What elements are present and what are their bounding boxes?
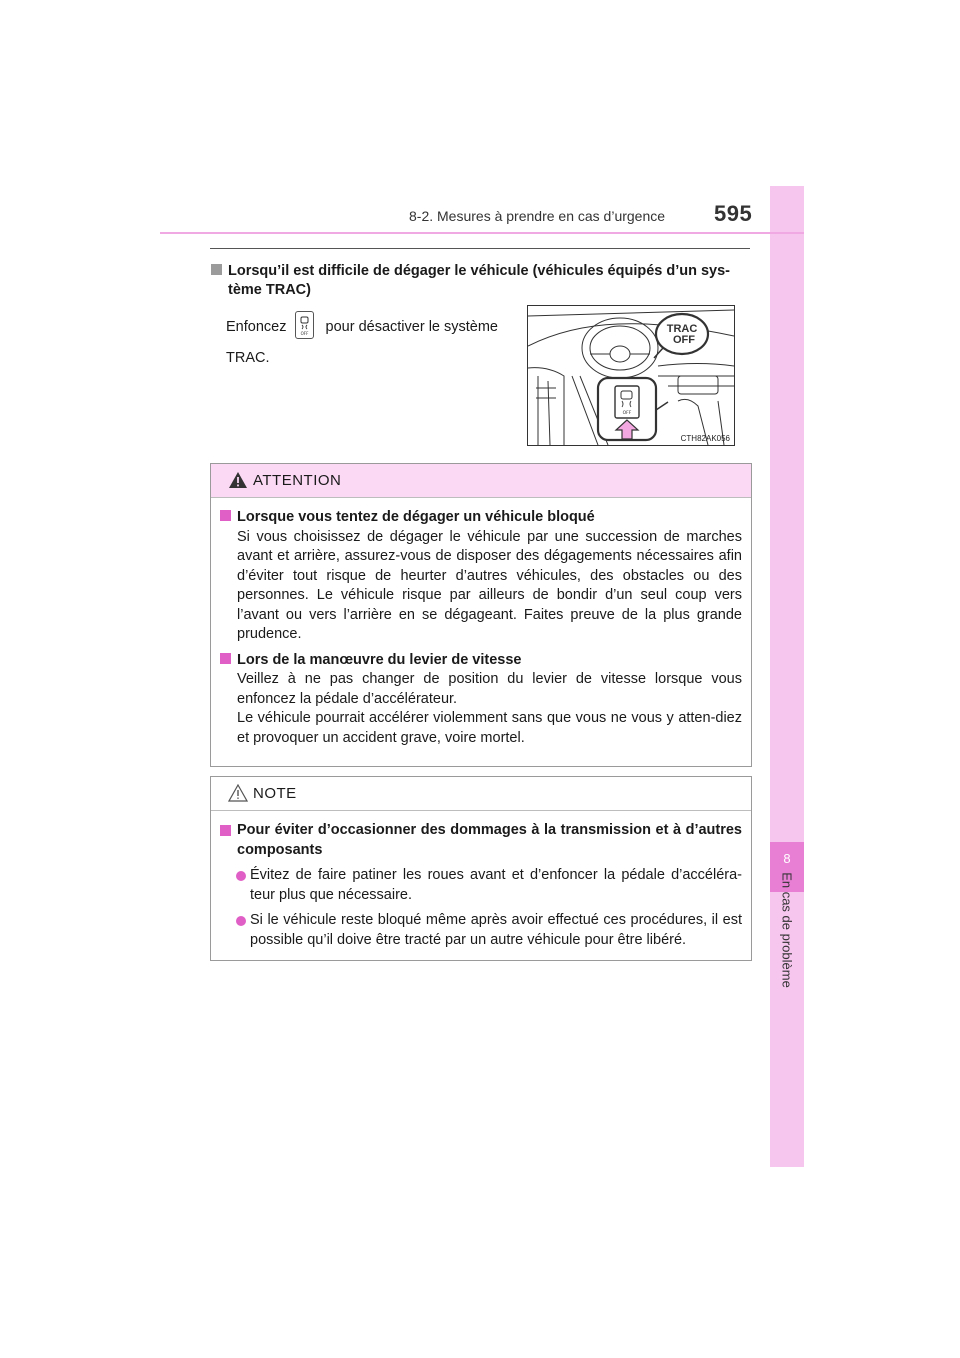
heading-square-icon bbox=[220, 510, 231, 521]
attention-title: ATTENTION bbox=[253, 472, 342, 489]
instruction-before: Enfoncez bbox=[226, 319, 287, 335]
topic-heading-line1: Lorsqu’il est difficile de dégager le véhicule (véhicules équipés d’un sys- bbox=[228, 263, 731, 279]
svg-text:OFF: OFF bbox=[300, 331, 308, 337]
side-tab-chapter-number: 8 bbox=[783, 851, 791, 866]
heading-square-icon bbox=[211, 264, 222, 275]
bullet-dot-icon bbox=[236, 916, 246, 926]
header-rule bbox=[160, 232, 804, 234]
note-body bbox=[211, 811, 751, 950]
attention-item2-heading-text: Lors de la manœuvre du levier de vitesse bbox=[237, 651, 522, 668]
attention-item-heading bbox=[220, 508, 742, 528]
callout-label-line1: TRAC bbox=[666, 323, 698, 335]
topic-heading bbox=[211, 262, 751, 300]
attention-item2-text: Veillez à ne pas changer de position du levier de vitesse lorsque vous enfoncez la pédale d’accélérateur. bbox=[237, 671, 742, 707]
attention-body bbox=[211, 498, 751, 748]
heading-square-icon bbox=[220, 653, 231, 664]
note-box bbox=[210, 776, 752, 961]
note-bullet bbox=[220, 911, 742, 950]
figure-code: CTH82AK056 bbox=[680, 434, 730, 443]
note-bullet bbox=[220, 866, 742, 905]
section-rule bbox=[210, 248, 750, 249]
note-heading-text: Pour éviter d’occasionner des dommages à la transmission et à d’autres composants bbox=[237, 822, 742, 858]
instruction-after: pour désactiver le système bbox=[325, 319, 498, 335]
topic-heading-line2: tème TRAC) bbox=[228, 282, 311, 298]
note-heading bbox=[220, 821, 742, 860]
side-tab-strip bbox=[770, 186, 804, 1167]
callout-label-line2: OFF bbox=[673, 334, 695, 346]
bullet-dot-icon bbox=[236, 871, 246, 881]
caution-triangle-icon bbox=[228, 784, 248, 802]
note-bullet1-text: Évitez de faire patiner les roues avant et d’enfoncer la pédale d’accéléra-teur plus que nécessaire. bbox=[250, 867, 742, 903]
instruction-line2: TRAC. bbox=[226, 350, 270, 366]
note-header bbox=[211, 777, 751, 811]
trac-off-button-icon bbox=[295, 311, 314, 339]
side-tab-chapter-title: En cas de problème bbox=[779, 872, 795, 988]
note-bullet2-text: Si le véhicule reste bloqué même après avoir effectué ces procédures, il est possible qu’il doive être tracté par un autre véhicule pour être libéré. bbox=[250, 912, 742, 948]
warning-triangle-icon bbox=[228, 471, 248, 489]
attention-item2-text2: Le véhicule pourrait accélérer violemment sans que vous ne vous y atten-diez et provoquer un accident grave, voire mortel. bbox=[237, 710, 742, 746]
dashboard-drawing bbox=[528, 306, 734, 445]
heading-square-icon bbox=[220, 825, 231, 836]
attention-box bbox=[210, 463, 752, 767]
attention-item-heading bbox=[220, 651, 742, 671]
header-section-title: 8-2. Mesures à prendre en cas d’urgence bbox=[409, 208, 666, 224]
dashboard-illustration bbox=[527, 305, 735, 446]
attention-item1-heading-text: Lorsque vous tentez de dégager un véhicule bloqué bbox=[237, 509, 595, 525]
page-number: 595 bbox=[714, 201, 753, 226]
switch-off-label: OFF bbox=[622, 411, 632, 416]
note-title: NOTE bbox=[253, 785, 297, 802]
instruction-text bbox=[226, 312, 516, 374]
attention-item1-text: Si vous choisissez de dégager le véhicule par une succession de marches avant et arrière, assurez-vous de disposer des dégagements nécessaires afin d’éviter tout risque de heurter d’autres véhicules, des obstacles ou des personnes. Le véhicule risque par ailleurs de bondir d’un seul coup vers l’avant ou vers l’arrière en se dégageant. Faites preuve de la plus grande prudence. bbox=[237, 528, 742, 642]
attention-header bbox=[211, 464, 751, 498]
